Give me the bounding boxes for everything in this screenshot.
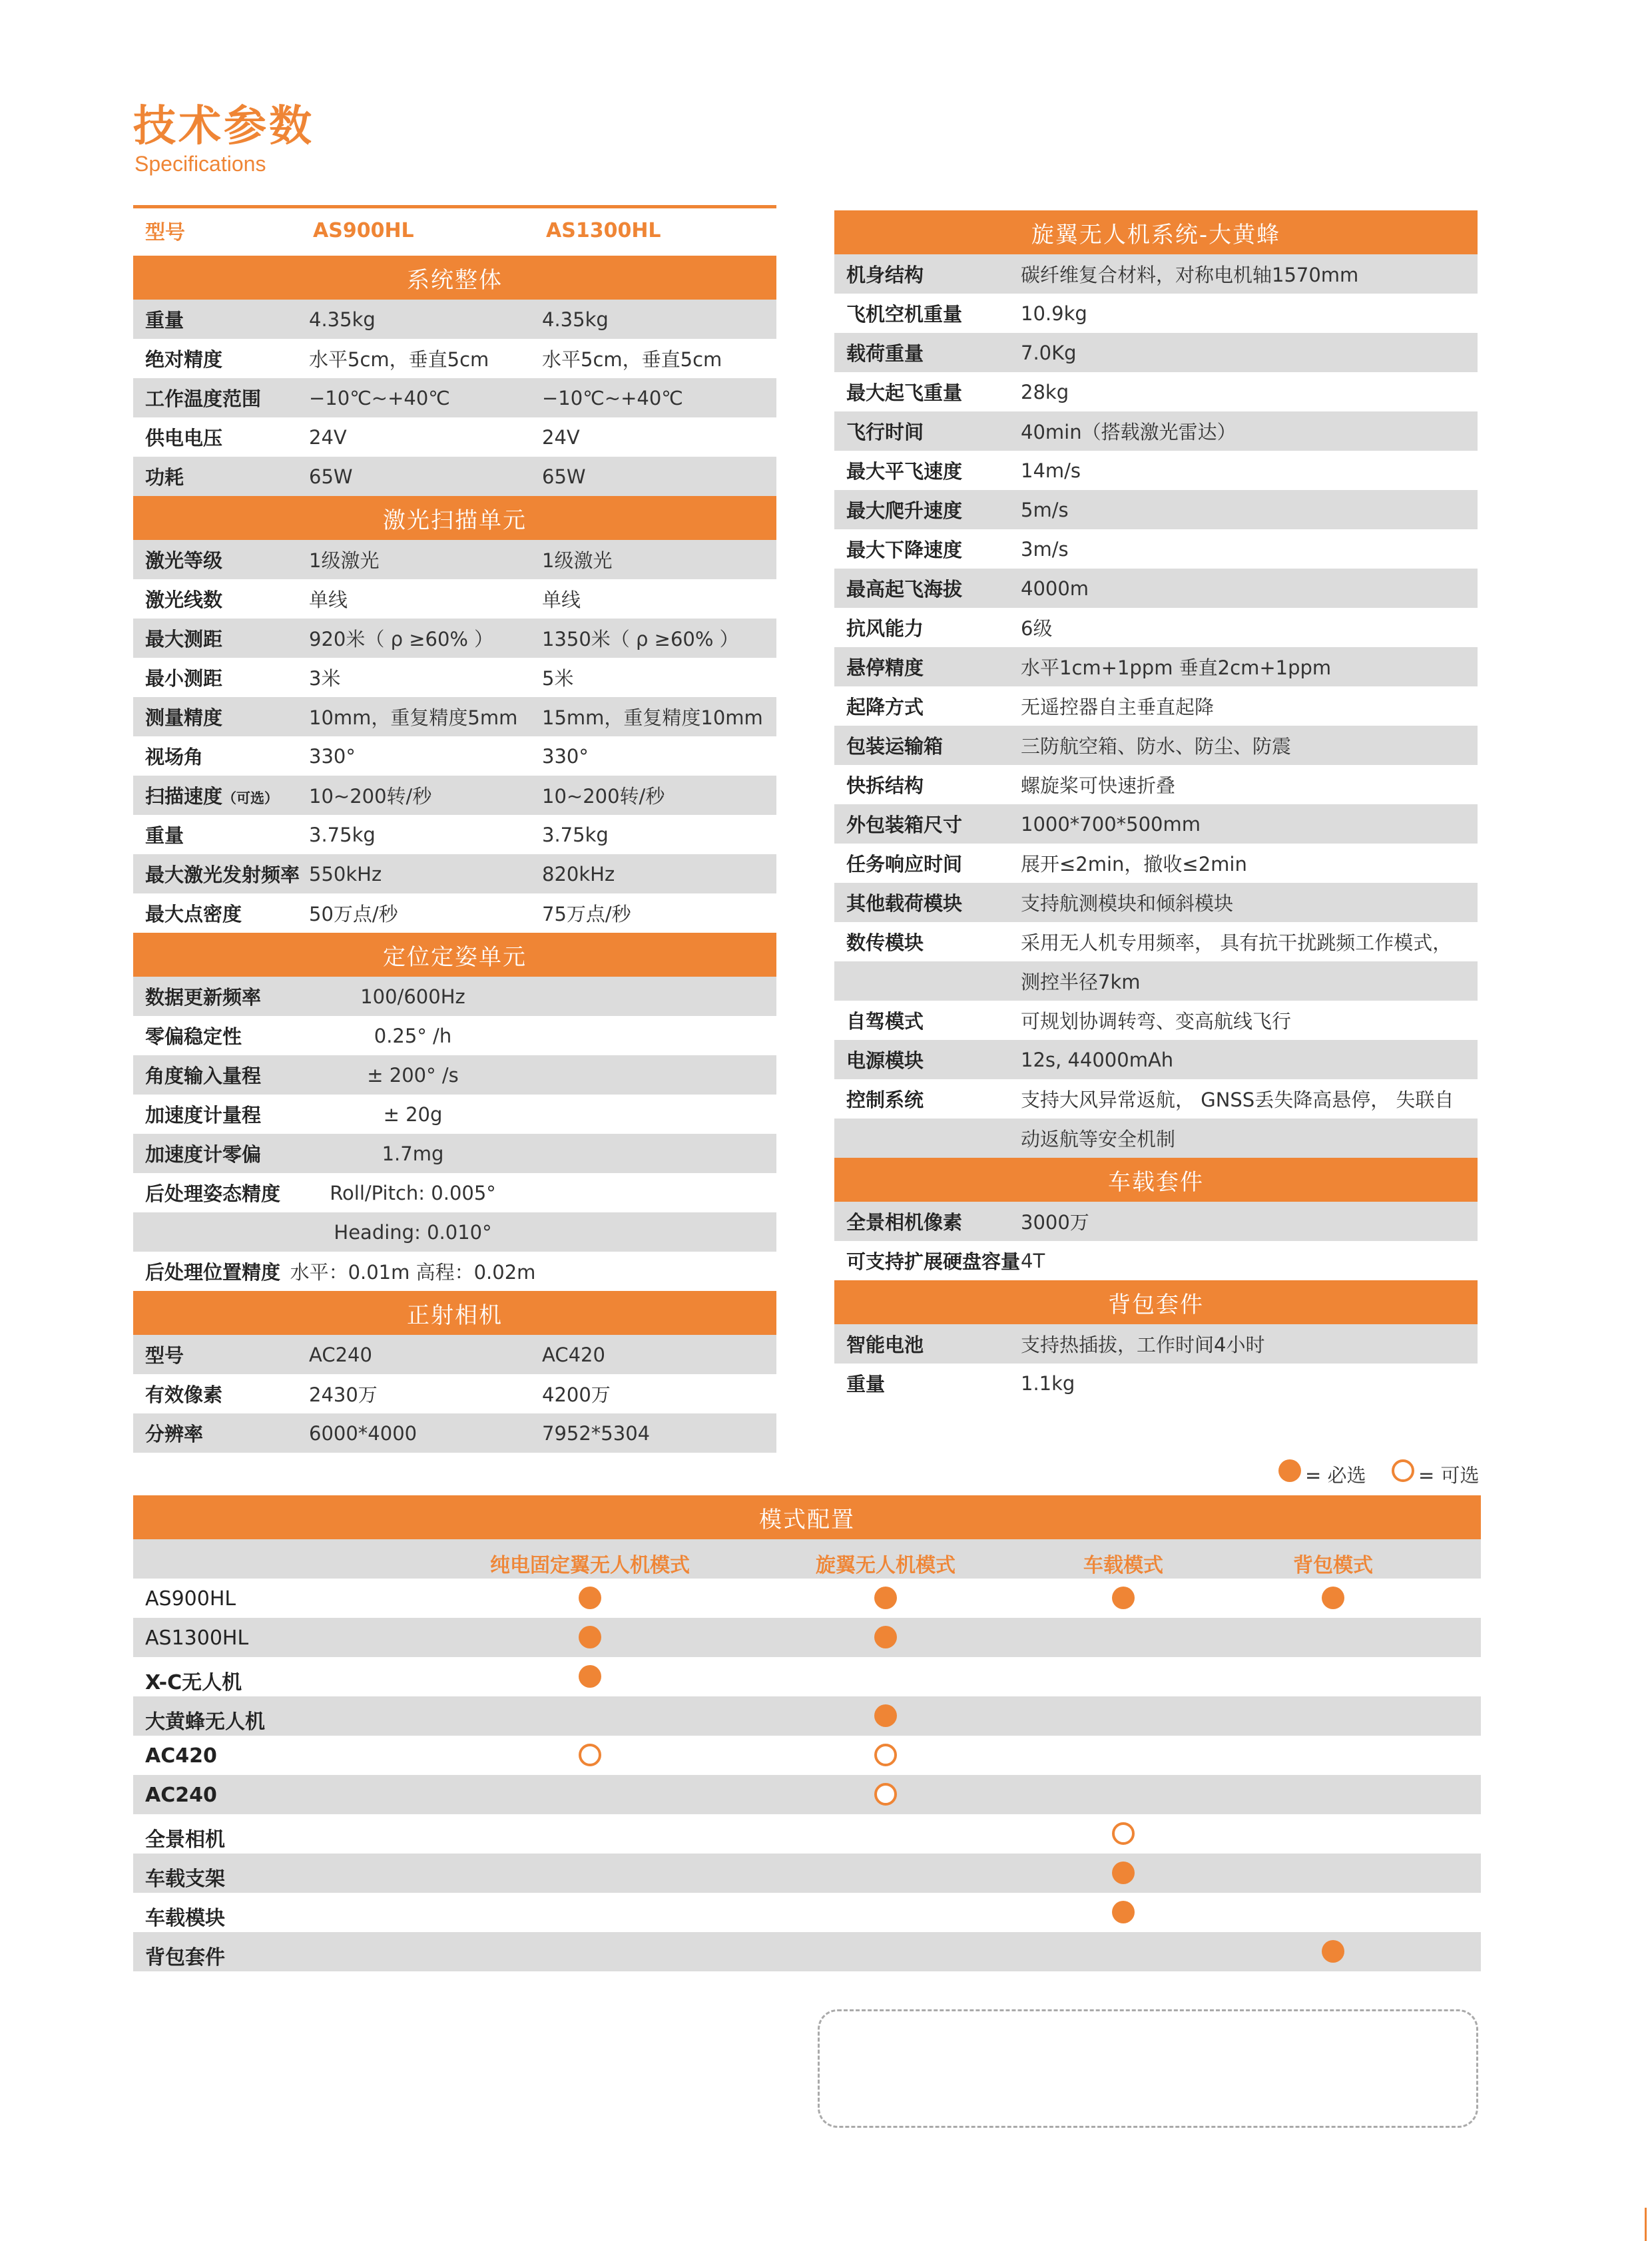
spec-row [133,736,776,776]
spec-row [834,411,1478,451]
spec-value: 7.0Kg [1021,341,1077,364]
spec-value: 支持热插拔，工作时间4小时 [1021,1334,1265,1356]
mode-row-label: AC240 [145,1784,217,1807]
spec-row [834,294,1478,333]
spec-value: 碳纤维复合材料，对称电机轴1570mm [1021,264,1359,286]
spec-row [834,569,1478,608]
spec-row [834,686,1478,726]
spec-value-as1300hl: 330° [542,744,589,768]
spec-row [834,883,1478,922]
spec-label [145,1380,222,1407]
spec-label [145,306,184,333]
spec-row [834,608,1478,647]
spec-label-text: 激光等级 [145,549,223,572]
spec-row [133,1212,776,1252]
optional-dot-icon [1392,1459,1414,1482]
spec-label-text: 加速度计零偏 [145,1143,262,1166]
spec-row [133,619,776,658]
spec-value-as900hl: 6000*4000 [309,1421,417,1445]
spec-label-text: 后处理位置精度 [145,1261,281,1284]
section-header: 系统整体 [133,256,776,300]
spec-row [834,529,1478,569]
required-dot-icon [874,1587,897,1609]
spec-label: 最大爬升速度 [846,499,963,522]
spec-label-text: 后处理姿态精度 [145,1182,281,1205]
spec-value-as900hl: 2430万 [309,1383,378,1406]
spec-value-as900hl: 550kHz [309,862,382,885]
mode-column-header: 车载模式 [1083,1554,1163,1577]
spec-row [834,490,1478,529]
spec-label: 电源模块 [846,1049,924,1072]
spec-value: 12s, 44000mAh [1021,1048,1174,1071]
spec-value-as900hl: 10~200转/秒 [309,785,432,808]
spec-value-as900hl: 920米（ ρ ≥60% ） [309,628,494,650]
spec-value-as900hl: 3.75kg [309,823,376,846]
spec-label-text: 加速度计量程 [145,1104,262,1126]
spec-label-text: 功耗 [145,466,184,489]
spec-label: 其他载荷模块 [846,892,963,915]
spec-value: ± 20g [383,1103,443,1126]
spec-value: 3000万 [1021,1211,1089,1234]
spec-value-as1300hl: 4.35kg [542,308,609,331]
spec-value: 水平：0.01m 高程：0.02m [290,1261,536,1284]
spec-row [133,854,776,893]
spec-row [834,1119,1478,1158]
section-header: 定位定姿单元 [133,933,776,977]
spec-value: 14m/s [1021,459,1081,482]
spec-row [834,333,1478,372]
spec-value-as1300hl: 3.75kg [542,823,609,846]
spec-value-as900hl: AC240 [309,1343,372,1366]
spec-label: 最高起飞海拔 [846,578,963,601]
spec-row [834,254,1478,294]
spec-label [145,742,203,770]
spec-row [133,579,776,619]
spec-label: 抗风能力 [846,617,924,640]
required-dot-icon [1322,1587,1344,1609]
spec-row [834,765,1478,804]
spec-row [133,457,776,496]
spec-label-text: 绝对精度 [145,348,223,371]
spec-value: 1.1kg [1021,1371,1075,1395]
spec-label-text: 扫描速度 [145,785,223,808]
mode-row [133,1657,1481,1696]
mode-row [133,1618,1481,1657]
spec-label: 包装运输箱 [846,735,944,758]
spec-row [133,1134,776,1173]
mode-row [133,1696,1481,1736]
required-dot-icon [1112,1862,1135,1884]
spec-value-as900hl: 3米 [309,667,341,690]
spec-value: 动返航等安全机制 [1021,1128,1176,1150]
spec-value: 0.25° /h [374,1024,452,1047]
spec-row [834,726,1478,765]
mode-column-header: 旋翼无人机模式 [816,1554,956,1577]
mode-header-row [133,1539,1481,1579]
spec-value: Roll/Pitch: 0.005° [330,1181,496,1204]
spec-row [834,922,1478,961]
spec-label [145,546,222,573]
spec-label-text: 有效像素 [145,1383,223,1406]
spec-label [145,703,222,730]
required-dot-icon [579,1587,601,1609]
spec-row [834,451,1478,490]
spec-row [133,1016,776,1055]
spec-label [145,1419,203,1447]
spec-row [834,1040,1478,1079]
mode-row-label: 全景相机 [145,1828,225,1852]
spec-value-as900hl: 1级激光 [309,549,380,572]
spec-value-as900hl: 24V [309,425,347,449]
spec-value-as900hl: 单线 [309,589,348,611]
spec-value-as1300hl: 1350米（ ρ ≥60% ） [542,628,739,650]
spec-value: 测控半径7km [1021,971,1141,993]
spec-row [133,378,776,417]
spec-row [834,372,1478,411]
optional-dot-icon [874,1744,897,1766]
spec-label: 飞机空机重量 [846,303,963,326]
spec-label-text: 测量精度 [145,706,223,729]
spec-label: 悬停精度 [846,656,924,679]
required-dot-icon [579,1626,601,1648]
spec-label-text: 最大激光发射频率 [145,864,300,886]
header-as900hl: AS900HL [313,218,414,242]
section-header: 激光扫描单元 [133,496,776,540]
spec-label-text: 视场角 [145,746,204,768]
spec-value: Heading: 0.010° [334,1220,492,1244]
spec-row [834,961,1478,1001]
spec-value: 40min（搭载激光雷达） [1021,421,1237,443]
spec-row [834,1079,1478,1119]
mode-row-label: 背包套件 [145,1946,225,1969]
spec-row [834,1324,1478,1364]
mode-row-label: AC420 [145,1744,217,1768]
spec-row [133,339,776,378]
required-dot-icon [579,1665,601,1688]
spec-row [133,893,776,933]
spec-value-as1300hl: 4200万 [542,1383,611,1406]
spec-row [133,1173,776,1212]
spec-value: 4000m [1021,577,1089,600]
spec-label: 最大起飞重量 [846,381,963,404]
spec-label: 数传模块 [846,931,924,954]
mode-row [133,1579,1481,1618]
legend [1278,1458,1478,1485]
spec-value: 采用无人机专用频率， 具有抗干扰跳频工作模式， [1021,931,1452,954]
spec-value: 支持大风异常返航， GNSS丢失降高悬停， 失联自 [1021,1089,1454,1111]
spec-value: 三防航空箱、防水、防尘、防震 [1021,735,1292,758]
mode-config-title: 模式配置 [133,1495,1481,1539]
spec-value: 5m/s [1021,498,1069,521]
mode-row [133,1893,1481,1932]
spec-row [834,844,1478,883]
spec-label-text: 最大测距 [145,628,223,650]
spec-value-as900hl: 10mm，重复精度5mm [309,706,518,729]
legend-required-label: = 必选 [1305,1464,1366,1487]
spec-value-as1300hl: 水平5cm，垂直5cm [542,348,722,371]
spec-label [145,899,242,927]
header-as1300hl: AS1300HL [546,218,661,242]
spec-value: 4T [1021,1249,1045,1272]
spec-label: 起降方式 [846,696,924,718]
spec-row [834,1241,1478,1280]
section-header: 背包套件 [834,1280,1478,1324]
spec-row [133,1335,776,1374]
mode-row-label: 大黄蜂无人机 [145,1710,265,1734]
spec-label-text: 角度输入量程 [145,1065,262,1087]
required-dot-icon [1112,1901,1135,1923]
spec-label-text: 分辨率 [145,1423,204,1445]
spec-value: ± 200° /s [367,1063,459,1087]
spec-value: 可规划协调转弯、变高航线飞行 [1021,1010,1292,1033]
spec-row [133,1055,776,1095]
spec-value-as1300hl: 820kHz [542,862,615,885]
spec-value-as1300hl: 1级激光 [542,549,613,572]
optional-dot-icon [579,1744,601,1766]
spec-row [133,1374,776,1413]
spec-value: 1000*700*500mm [1021,812,1201,836]
spec-row [834,1202,1478,1241]
spec-row [834,647,1478,686]
spec-row [133,977,776,1016]
spec-label-text: 重量 [145,824,184,847]
spec-label: 最大下降速度 [846,539,963,561]
spec-label: 机身结构 [846,264,924,286]
spec-label: 任务响应时间 [846,853,963,875]
spec-label [145,1341,184,1368]
mode-row [133,1854,1481,1893]
spec-value: 展开≤2min，撤收≤2min [1021,853,1247,875]
spec-label: 自驾模式 [846,1010,924,1033]
spec-value-as1300hl: 7952*5304 [542,1421,651,1445]
spec-label: 最大平飞速度 [846,460,963,483]
spec-row [133,300,776,339]
spec-value-as900hl: 330° [309,744,356,768]
spec-row [834,1364,1478,1403]
spec-label [145,821,184,848]
mode-row-label: 车载模块 [145,1907,225,1930]
page-edge-mark [1645,2208,1647,2241]
section-header: 正射相机 [133,1291,776,1335]
required-dot-icon [1112,1587,1135,1609]
spec-label: 重量 [846,1373,886,1395]
spec-value-as1300hl: 24V [542,425,580,449]
spec-value-as900hl: 65W [309,465,353,488]
spec-row [133,540,776,579]
spec-label [145,860,300,887]
spec-label [145,345,222,372]
spec-label-text: 最小测距 [145,667,223,690]
mode-row [133,1814,1481,1854]
spec-value-as900hl: −10℃~+40℃ [309,386,450,409]
spec-row [133,1413,776,1453]
spec-value-as1300hl: 15mm，重复精度10mm [542,706,763,729]
spec-label-text: 最大点密度 [145,903,242,925]
section-header: 车载套件 [834,1158,1478,1202]
spec-value: 6级 [1021,617,1053,640]
spec-label [145,624,222,652]
spec-value: 3m/s [1021,537,1069,561]
spec-value-as1300hl: AC420 [542,1343,605,1366]
spec-value: 螺旋桨可快速折叠 [1021,774,1176,797]
spec-value-as1300hl: 65W [542,465,586,488]
spec-value: 水平1cm+1ppm 垂直2cm+1ppm [1021,656,1332,679]
spec-row [834,804,1478,844]
legend-optional-label: = 可选 [1418,1464,1480,1487]
mode-row [133,1932,1481,1971]
spec-value-as900hl: 水平5cm，垂直5cm [309,348,489,371]
mode-column-header: 纯电固定翼无人机模式 [490,1554,690,1577]
spec-label: 可支持扩展硬盘容量 [846,1250,1021,1273]
spec-value: 1.7mg [382,1142,444,1165]
spec-label: 全景相机像素 [846,1211,963,1234]
optional-dot-icon [874,1783,897,1806]
section-header: 旋翼无人机系统-大黄蜂 [834,210,1478,254]
spec-value-as1300hl: 单线 [542,589,581,611]
spec-label-text: 工作温度范围 [145,387,262,410]
spec-row [133,697,776,736]
required-dot-icon [874,1704,897,1727]
spec-value: 100/600Hz [360,985,465,1008]
spec-row [133,417,776,457]
page-subtitle: Specifications [135,152,266,176]
spec-row [133,1095,776,1134]
spec-label: 智能电池 [846,1334,924,1356]
spec-value-as900hl: 4.35kg [309,308,376,331]
spec-label: 控制系统 [846,1089,924,1111]
mode-row [133,1775,1481,1814]
required-dot-icon [1278,1459,1301,1482]
mode-row-label: 车载支架 [145,1868,225,1891]
spec-label [145,664,222,691]
required-dot-icon [874,1626,897,1648]
spec-label: 外包装箱尺寸 [846,814,963,836]
spec-label [145,384,261,411]
note-box [818,2009,1478,2128]
spec-value-as1300hl: 10~200转/秒 [542,785,665,808]
spec-label-text: 型号 [145,1344,184,1367]
mode-row-label: AS1300HL [145,1626,249,1650]
mode-row-label: AS900HL [145,1587,236,1611]
spec-value: 无遥控器自主垂直起降 [1021,696,1215,718]
spec-label-text: 激光线数 [145,589,223,611]
spec-value-as900hl: 50万点/秒 [309,903,398,925]
header-model-label: 型号 [145,221,185,244]
spec-value: 10.9kg [1021,302,1087,325]
spec-label-text: 重量 [145,309,184,332]
spec-row [133,658,776,697]
spec-label-text: 数据更新频率 [145,986,262,1009]
spec-label-text: 零偏稳定性 [145,1025,242,1048]
spec-row [133,815,776,854]
spec-label: 快拆结构 [846,774,924,797]
mode-row-label: X-C无人机 [145,1671,242,1694]
page-title: 技术参数 [133,102,314,151]
spec-row [133,1252,776,1291]
mode-row [133,1736,1481,1775]
spec-value-as1300hl: 75万点/秒 [542,903,631,925]
spec-row [133,776,776,815]
spec-label [145,463,184,490]
mode-column-header: 背包模式 [1293,1554,1373,1577]
spec-label: 载荷重量 [846,342,924,365]
spec-label [145,423,222,451]
spec-label-text: 供电电压 [145,427,223,449]
required-dot-icon [1322,1940,1344,1963]
spec-value: 支持航测模块和倾斜模块 [1021,892,1234,915]
spec-value-as1300hl: 5米 [542,667,574,690]
column-header-row [133,208,776,252]
spec-value: 28kg [1021,380,1069,403]
spec-row [834,1001,1478,1040]
spec-value-as1300hl: −10℃~+40℃ [542,386,683,409]
spec-label-note: （可选） [222,790,279,806]
optional-dot-icon [1112,1822,1135,1845]
spec-label [145,782,278,809]
spec-label [145,585,222,613]
spec-label: 飞行时间 [846,421,924,443]
